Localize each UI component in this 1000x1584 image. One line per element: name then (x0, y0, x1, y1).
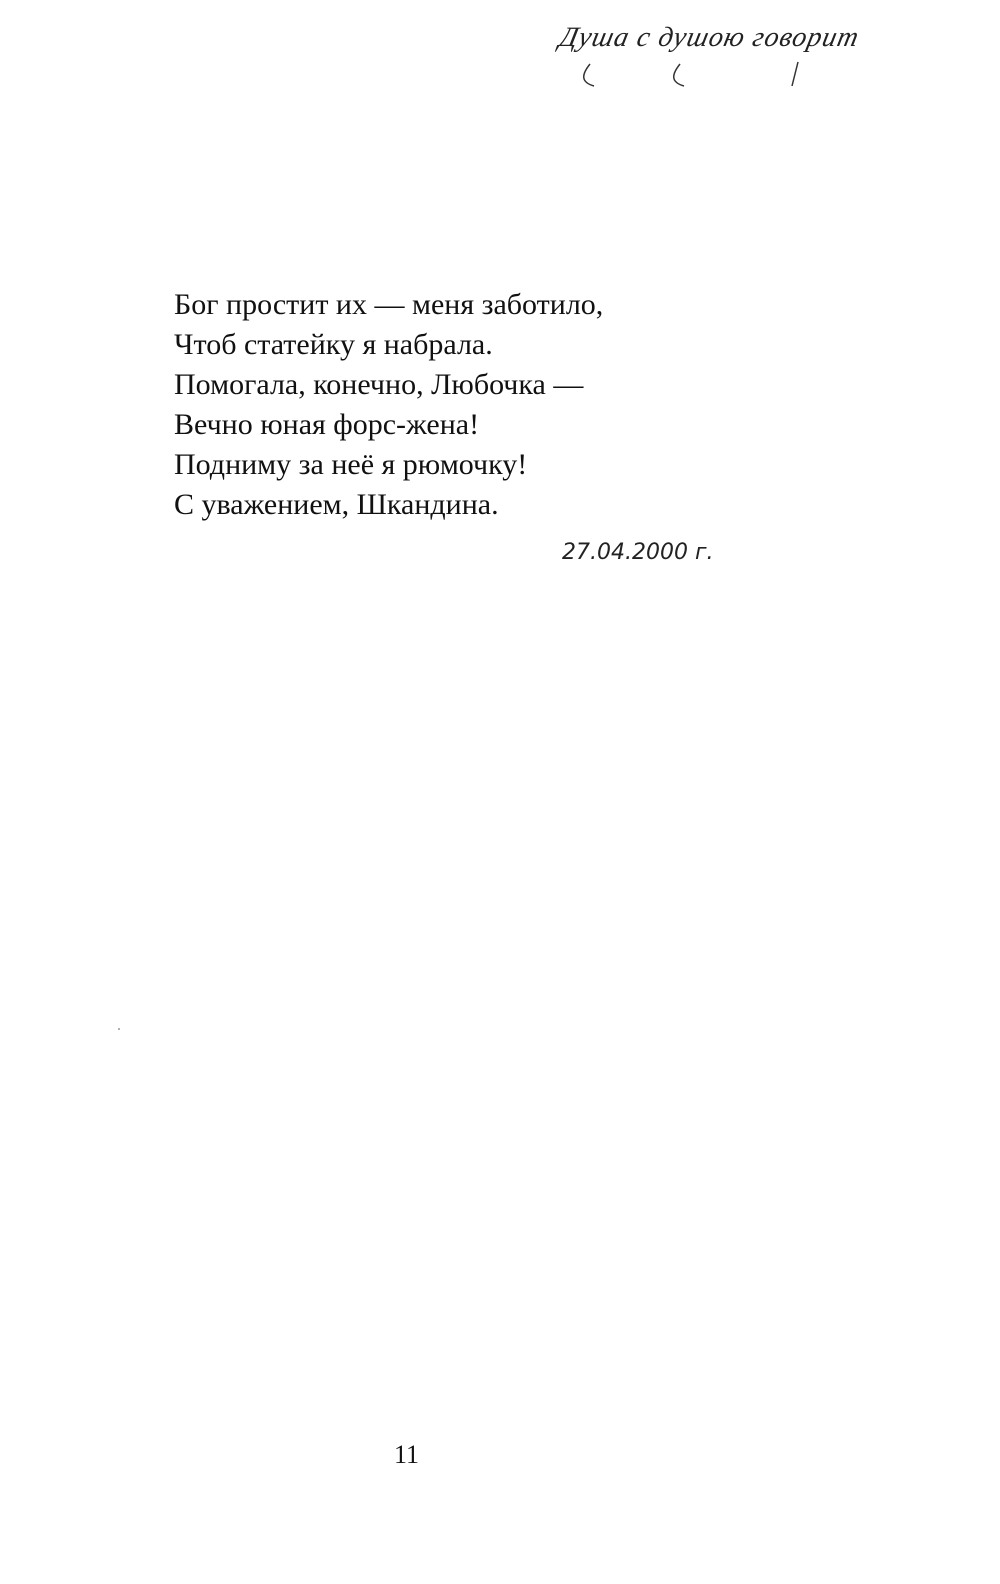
poem-line: Бог простит их — меня заботило, (174, 288, 604, 321)
poem-line: Помогала, конечно, Любочка — (174, 368, 584, 401)
scan-speck (118, 1028, 120, 1030)
poem-line: Чтоб статейку я набрала. (174, 328, 493, 361)
poem-line: Подниму за неё я рюмочку! (174, 448, 528, 481)
poem-line: С уважением, Шкандина. (174, 488, 499, 521)
poem-line: Вечно юная форс-жена! (174, 408, 480, 441)
running-header-title: Душа с душою говорит (556, 22, 863, 53)
page-number: 11 (394, 1440, 420, 1469)
poem-date: 27.04.2000 г. (562, 540, 714, 565)
header-flourish-decoration (560, 60, 820, 100)
poem-stanza (174, 285, 774, 525)
